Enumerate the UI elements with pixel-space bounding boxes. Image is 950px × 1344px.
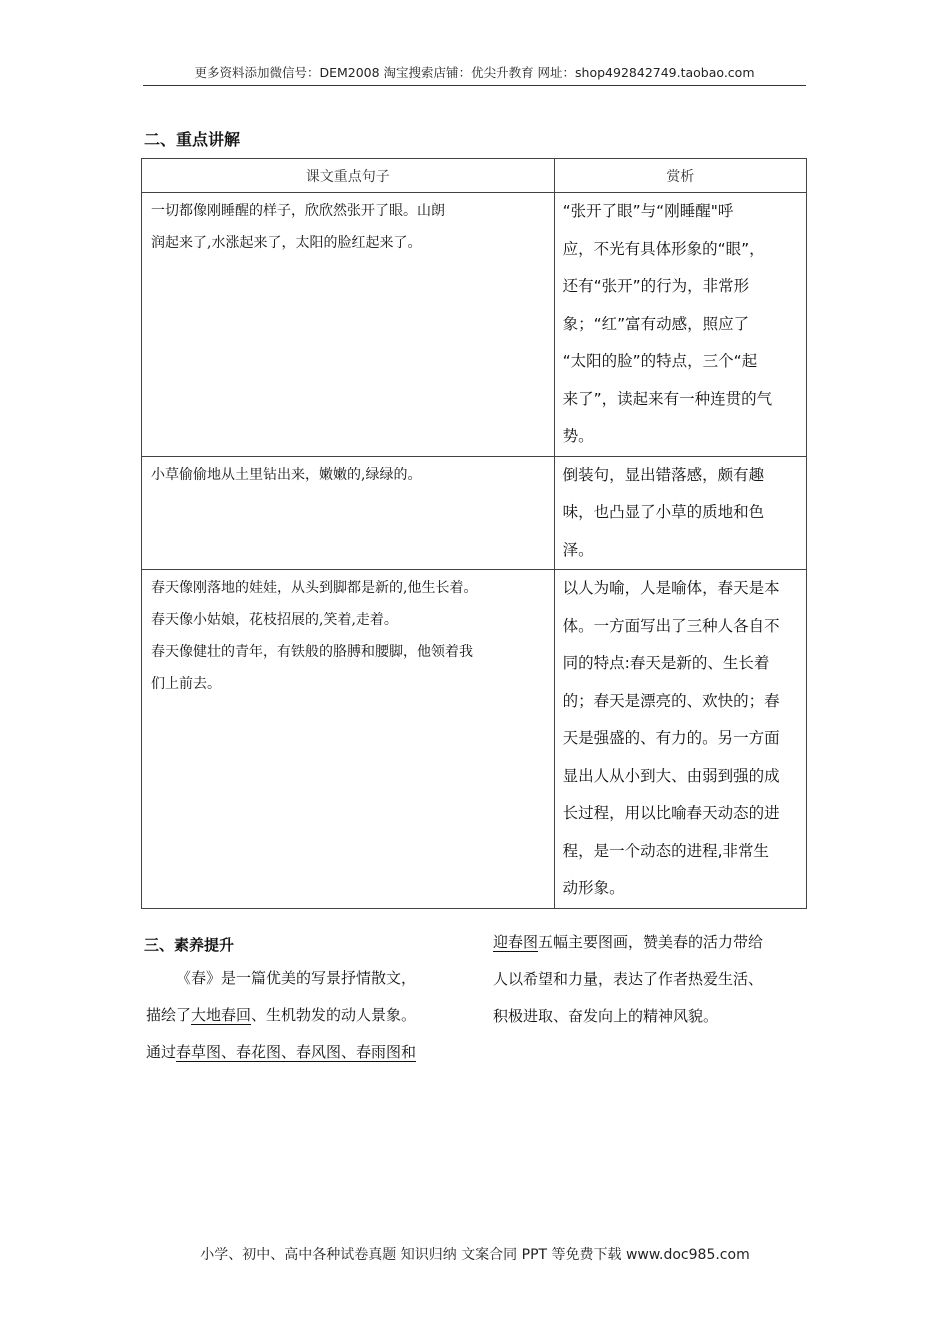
literacy-paragraph-left [146,960,466,1071]
analysis-line: 还有“张开”的行为，非常形 [562,277,750,295]
sentence-cell [142,193,555,457]
underlined-phrase: 大地春回 [191,1006,252,1024]
key-sentences-table [141,158,807,909]
section-title-literacy: 三、素养提升 [144,936,235,954]
analysis-line: 天是强盛的、有力的。另一方面 [562,729,780,747]
sentence-cell [142,570,555,909]
sentence-line: 们上前去。 [151,676,221,692]
paragraph-line: 积极进取、奋发向上的精神风貌。 [493,1007,719,1025]
analysis-line: 同的特点:春天是新的、生长着 [562,654,770,672]
sentence-line: 润起来了,水涨起来了，太阳的脸红起来了。 [151,235,422,251]
text-run: 通过 [146,1043,177,1061]
analysis-line: 象；“红”富有动感，照应了 [562,314,750,333]
paragraph-line: 人以希望和力量，表达了作者热爱生活、 [493,970,764,988]
analysis-line: 程，是一个动态的进程,非常生 [562,841,770,860]
analysis-line: 泽。 [562,540,594,559]
sentence-line: 春天像小姑娘，花枝招展的,笑着,走着。 [151,612,398,628]
header-divider [143,85,806,86]
analysis-line: 以人为喻，人是喻体，春天是本 [562,579,780,597]
table-header-sentence: 课文重点句子 [142,159,555,193]
analysis-line: 长过程，用以比喻春天动态的进 [562,804,780,822]
literacy-paragraph-right [493,924,813,1035]
paragraph-line [146,997,466,1034]
analysis-cell [554,570,806,909]
table-row [142,456,807,570]
sentence-line: 小草偷偷地从土里钻出来，嫩嫩的,绿绿的。 [151,466,422,483]
analysis-line: “张开了眼”与“刚睡醒"呼 [562,202,734,220]
paragraph-line: 《春》是一篇优美的写景抒情散文， [176,969,417,987]
sentence-line: 春天像健壮的青年，有铁般的胳膊和腰脚，他领着我 [151,644,473,660]
table-row [142,193,807,457]
section-title-key-points: 二、重点讲解 [144,130,241,149]
analysis-line: 来了”，读起来有一种连贯的气 [562,389,773,408]
underlined-phrase: 春草图、春花图、春风图、春雨图和 [176,1043,417,1061]
table-header-row [142,159,807,193]
page-header: 更多资料添加微信号：DEM2008 淘宝搜索店铺：优尖升教育 网址：shop492842749.taobao.com [194,65,755,80]
sentence-line: 春天像刚落地的娃娃，从头到脚都是新的,他生长着。 [151,580,478,596]
paragraph-line [146,1034,466,1071]
text-run: 描绘了 [146,1006,192,1024]
table-row [142,570,807,909]
analysis-line: 体。一方面写出了三种人各自不 [562,616,780,635]
analysis-line: 势。 [562,427,594,445]
analysis-line: “太阳的脸”的特点，三个“起 [562,352,758,370]
underlined-phrase: 迎春图 [493,933,539,951]
sentence-line: 一切都像刚睡醒的样子，欣欣然张开了眼。山朗 [151,203,445,219]
analysis-line: 动形象。 [562,879,625,897]
paragraph-line [493,924,813,961]
analysis-line: 应，不光有具体形象的“眼”， [562,239,765,258]
table-header-analysis: 赏析 [554,159,806,193]
text-run: 、生机勃发的动人景象。 [251,1006,417,1024]
text-run: 五幅主要图画，赞美春的活力带给 [538,933,764,951]
analysis-cell [554,193,806,457]
analysis-cell [554,456,806,570]
analysis-line: 倒装句，显出错落感，颇有趣 [562,465,765,484]
analysis-line: 显出人从小到大、由弱到强的成 [562,766,780,785]
analysis-line: 的；春天是漂亮的、欢快的；春 [562,691,780,710]
sentence-cell [142,456,555,570]
analysis-line: 味，也凸显了小草的质地和色 [562,503,765,521]
page-footer: 小学、初中、高中各种试卷真题 知识归纳 文案合同 PPT 等免费下载 www.doc985.com [200,1247,750,1263]
